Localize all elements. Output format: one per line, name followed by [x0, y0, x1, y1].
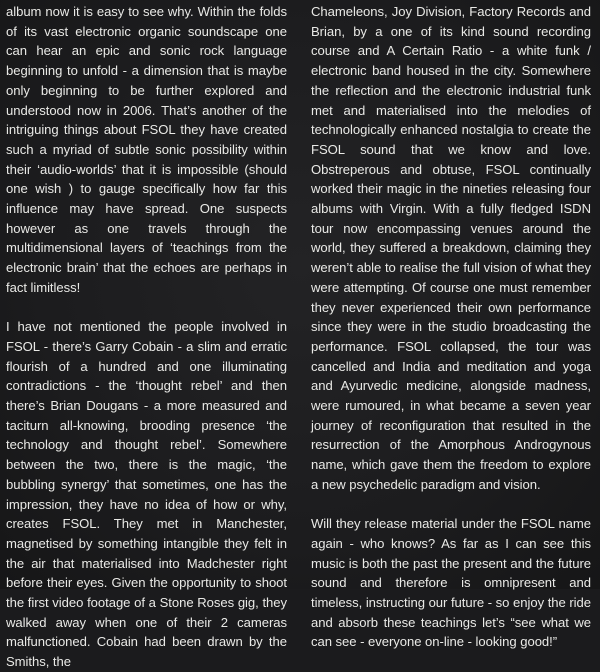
- paragraph-people-involved: I have not mentioned the people involved in FSOL - there’s Garry Cobain - a slim and erratic flourish of a hundred and one illuminating contradictions - the ‘thought rebel’ and then there’s Brian Dougans - a more measured and taciturn all-knowing, brooding presence ‘the technology and thought rebel’. Somewhere between the two, there is the magic, ‘the bubbling synergy’ that sometimes, one has the impression, they have no idea of how or why, creates FSOL. They met in Manchester, magnetised by something intangible they felt in the air that materialised into Madchester right before their eyes. Given the opportunity to shoot the first video footage of a Stone Roses gig, they walked away when one of their 2 cameras malfunctioned. Cobain had been drawn by the Smiths, the: [6, 319, 287, 670]
- article-left-column: [6, 2, 287, 672]
- paragraph-album-soundscape: album now it is easy to see why. Within the folds of its vast electronic organic soundscape one can hear an epic and sonic rock language beginning to unfold - a dimension that is maybe only beginning to be further explored and understood now in 2006. That’s another of the intriguing things about FSOL they have created such a myriad of subtle sonic possibility within their ‘audio-worlds’ that it is impossible (should one wish ) to gauge specifically how far this influence may have spread. One suspects however as one travels through the multidimensional layers of ‘teachings from the electronic brain’ that the echoes are perhaps in fact limitless!: [6, 4, 287, 295]
- paragraph-manchester-influences: Chameleons, Joy Division, Factory Records and Brian, by a one of its kind sound recording course and A Certain Ratio - a white funk / electronic band housed in the city. Somewhere the reflection and the electronic industrial funk met and materialised into the melodies of technologically enhanced nostalgia to create the FSOL sound that we know and love. Obstreperous and obtuse, FSOL continually worked their magic in the nineties releasing four albums with Virgin. With a fully fledged ISDN tour now encompassing venues around the world, they suffered a breakdown, claiming they weren’t able to realise the full vision of what they were attempting. Of course one must remember they never experienced their own performance since they were in the studio broadcasting the performance. FSOL collapsed, the tour was cancelled and India and meditation and yoga and Ayurvedic medicine, alongside madness, were rumoured, in what became a seven year journey of reconfiguration that resulted in the resurrection of the Amorphous Androgynous name, which gave them the freedom to explore a new psychedelic paradigm and vision.: [311, 4, 591, 492]
- article-right-column: [311, 2, 591, 652]
- paragraph-closing: Will they release material under the FSOL name again - who knows? As far as I can see this music is both the past the present and the future sound and therefore is omnipresent and timeless, instructing our future - so enjoy the ride and absorb these teachings let’s “see what we can see - everyone on-line - looking good!”: [311, 516, 591, 650]
